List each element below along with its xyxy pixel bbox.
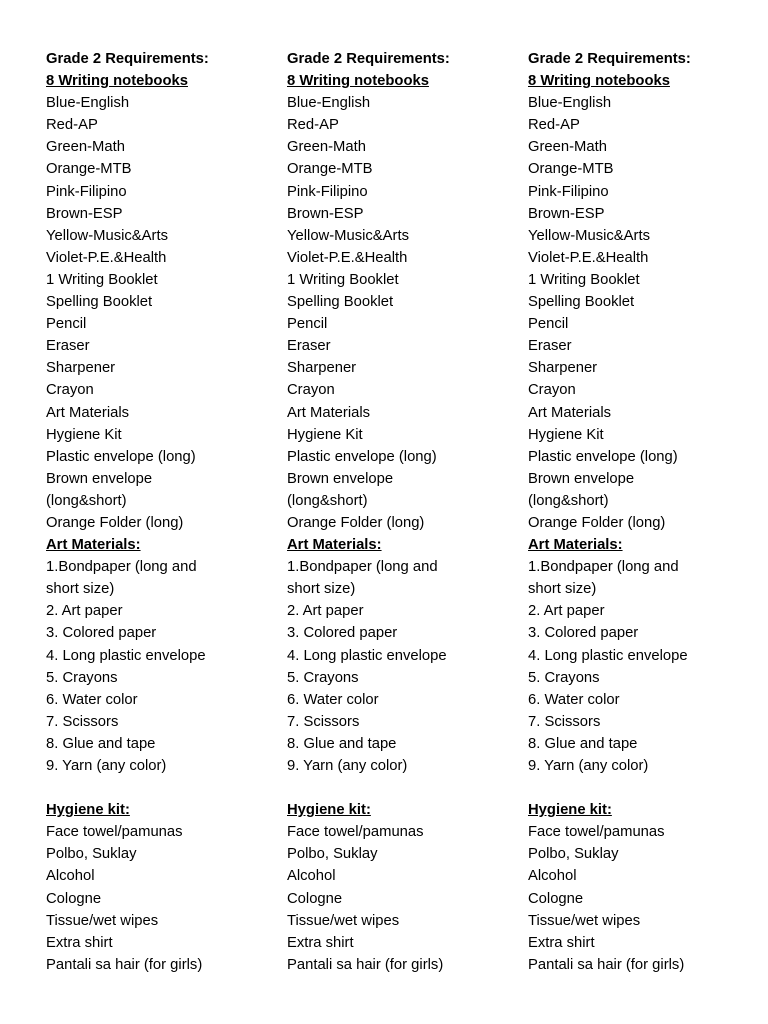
list-item: Extra shirt xyxy=(46,934,113,951)
list-item: Green-Math xyxy=(528,139,607,156)
list-item: 4. Long plastic envelope xyxy=(528,647,688,664)
list-item: 1.Bondpaper (long and xyxy=(46,559,197,576)
list-item: Pantali sa hair (for girls) xyxy=(287,956,444,973)
list-item: Polbo, Suklay xyxy=(528,846,619,863)
list-item: 1 Writing Booklet xyxy=(46,271,158,288)
list-item: Spelling Booklet xyxy=(46,294,153,311)
list-item: 8. Glue and tape xyxy=(287,735,397,752)
list-item: 1 Writing Booklet xyxy=(287,271,399,288)
list-item: Blue-English xyxy=(528,95,612,112)
list-item: 6. Water color xyxy=(287,691,379,708)
list-item: Spelling Booklet xyxy=(287,294,394,311)
list-item: Brown envelope xyxy=(528,470,635,487)
list-item: Face towel/pamunas xyxy=(287,824,424,841)
list-item: Pantali sa hair (for girls) xyxy=(46,956,203,973)
section-heading: Art Materials: xyxy=(46,537,141,554)
list-item: Pink-Filipino xyxy=(528,183,609,200)
requirements-column-3 xyxy=(528,48,763,976)
list-item: Tissue/wet wipes xyxy=(528,912,641,929)
section-heading: 8 Writing notebooks xyxy=(287,73,429,90)
list-item: 1.Bondpaper (long and xyxy=(287,559,438,576)
list-item: Alcohol xyxy=(528,868,577,885)
list-item: Polbo, Suklay xyxy=(46,846,137,863)
list-item: 5. Crayons xyxy=(287,669,359,686)
list-item: Orange Folder (long) xyxy=(46,514,184,531)
list-item: Orange Folder (long) xyxy=(528,514,666,531)
document-title: Grade 2 Requirements: xyxy=(528,51,691,67)
list-item: 3. Colored paper xyxy=(46,625,157,642)
list-item: Violet-P.E.&Health xyxy=(287,249,408,266)
list-item: Blue-English xyxy=(46,95,130,112)
list-item: Crayon xyxy=(287,382,335,399)
list-item: Brown envelope xyxy=(287,470,394,487)
blank-line xyxy=(528,777,763,799)
list-item: 7. Scissors xyxy=(287,713,360,730)
list-item: 7. Scissors xyxy=(528,713,601,730)
list-item: 4. Long plastic envelope xyxy=(46,647,206,664)
list-item: Pencil xyxy=(46,316,87,333)
list-item: 2. Art paper xyxy=(287,603,364,620)
list-item: Pink-Filipino xyxy=(287,183,368,200)
list-item: Brown-ESP xyxy=(46,205,123,222)
list-item: Crayon xyxy=(46,382,94,399)
blank-line xyxy=(46,777,281,799)
list-item: Orange Folder (long) xyxy=(287,514,425,531)
blank-line xyxy=(287,777,522,799)
list-item: 1.Bondpaper (long and xyxy=(528,559,679,576)
list-item: Face towel/pamunas xyxy=(46,824,183,841)
list-item: Eraser xyxy=(528,338,572,355)
list-item: 3. Colored paper xyxy=(528,625,639,642)
list-item: Eraser xyxy=(46,338,90,355)
list-item: Extra shirt xyxy=(287,934,354,951)
list-item: 1 Writing Booklet xyxy=(528,271,640,288)
list-item: Pencil xyxy=(528,316,569,333)
section-heading: Art Materials: xyxy=(528,537,623,554)
list-item: Red-AP xyxy=(528,117,580,134)
list-item: Sharpener xyxy=(287,360,357,377)
list-item: 8. Glue and tape xyxy=(528,735,638,752)
list-item: Sharpener xyxy=(528,360,598,377)
list-item: Red-AP xyxy=(46,117,98,134)
list-item: Spelling Booklet xyxy=(528,294,635,311)
section-heading: Hygiene kit: xyxy=(46,802,130,819)
list-item: 6. Water color xyxy=(528,691,620,708)
list-item: Plastic envelope (long) xyxy=(46,448,196,465)
list-item: 3. Colored paper xyxy=(287,625,398,642)
list-item: Yellow-Music&Arts xyxy=(528,227,650,244)
list-item: Yellow-Music&Arts xyxy=(46,227,168,244)
list-item: 4. Long plastic envelope xyxy=(287,647,447,664)
list-item: Alcohol xyxy=(287,868,336,885)
list-item: Crayon xyxy=(528,382,576,399)
document-title: Grade 2 Requirements: xyxy=(46,51,209,67)
list-item: Art Materials xyxy=(287,404,371,421)
list-item: Polbo, Suklay xyxy=(287,846,378,863)
requirements-column-1 xyxy=(46,48,281,976)
list-item: Brown-ESP xyxy=(528,205,605,222)
list-item: Cologne xyxy=(46,890,102,907)
section-heading: Art Materials: xyxy=(287,537,382,554)
list-item: Hygiene Kit xyxy=(46,426,122,443)
list-item: (long&short) xyxy=(46,492,127,509)
list-item: Yellow-Music&Arts xyxy=(287,227,409,244)
list-item: Plastic envelope (long) xyxy=(528,448,678,465)
section-heading: Hygiene kit: xyxy=(287,802,371,819)
list-item: Orange-MTB xyxy=(46,161,132,178)
list-item: short size) xyxy=(46,581,115,598)
list-item: short size) xyxy=(528,581,597,598)
list-item: 2. Art paper xyxy=(528,603,605,620)
list-item: Alcohol xyxy=(46,868,95,885)
list-item: 8. Glue and tape xyxy=(46,735,156,752)
list-item: Blue-English xyxy=(287,95,371,112)
list-item: Tissue/wet wipes xyxy=(46,912,159,929)
list-item: Plastic envelope (long) xyxy=(287,448,437,465)
section-heading: 8 Writing notebooks xyxy=(528,73,670,90)
list-item: Violet-P.E.&Health xyxy=(46,249,167,266)
list-item: (long&short) xyxy=(287,492,368,509)
list-item: Brown-ESP xyxy=(287,205,364,222)
list-item: Red-AP xyxy=(287,117,339,134)
list-item: 9. Yarn (any color) xyxy=(528,758,649,774)
list-item: Green-Math xyxy=(287,139,366,156)
list-item: 5. Crayons xyxy=(46,669,118,686)
list-item: Face towel/pamunas xyxy=(528,824,665,841)
list-item: Pencil xyxy=(287,316,328,333)
list-item: 6. Water color xyxy=(46,691,138,708)
list-item: 7. Scissors xyxy=(46,713,119,730)
list-item: Brown envelope xyxy=(46,470,153,487)
list-item: Green-Math xyxy=(46,139,125,156)
list-item: Orange-MTB xyxy=(528,161,614,178)
list-item: 9. Yarn (any color) xyxy=(287,758,408,774)
list-item: Tissue/wet wipes xyxy=(287,912,400,929)
list-item: Hygiene Kit xyxy=(528,426,604,443)
list-item: Violet-P.E.&Health xyxy=(528,249,649,266)
list-item: Pink-Filipino xyxy=(46,183,127,200)
list-item: Cologne xyxy=(287,890,343,907)
document-title: Grade 2 Requirements: xyxy=(287,51,450,67)
list-item: Orange-MTB xyxy=(287,161,373,178)
list-item: Art Materials xyxy=(46,404,130,421)
list-item: 2. Art paper xyxy=(46,603,123,620)
section-heading: Hygiene kit: xyxy=(528,802,612,819)
list-item: Cologne xyxy=(528,890,584,907)
list-item: Extra shirt xyxy=(528,934,595,951)
list-item: Hygiene Kit xyxy=(287,426,363,443)
list-item: (long&short) xyxy=(528,492,609,509)
list-item: Eraser xyxy=(287,338,331,355)
list-item: Sharpener xyxy=(46,360,116,377)
requirements-column-2 xyxy=(287,48,522,976)
list-item: Pantali sa hair (for girls) xyxy=(528,956,685,973)
list-item: Art Materials xyxy=(528,404,612,421)
list-item: 9. Yarn (any color) xyxy=(46,758,167,774)
list-item: 5. Crayons xyxy=(528,669,600,686)
section-heading: 8 Writing notebooks xyxy=(46,73,188,90)
list-item: short size) xyxy=(287,581,356,598)
